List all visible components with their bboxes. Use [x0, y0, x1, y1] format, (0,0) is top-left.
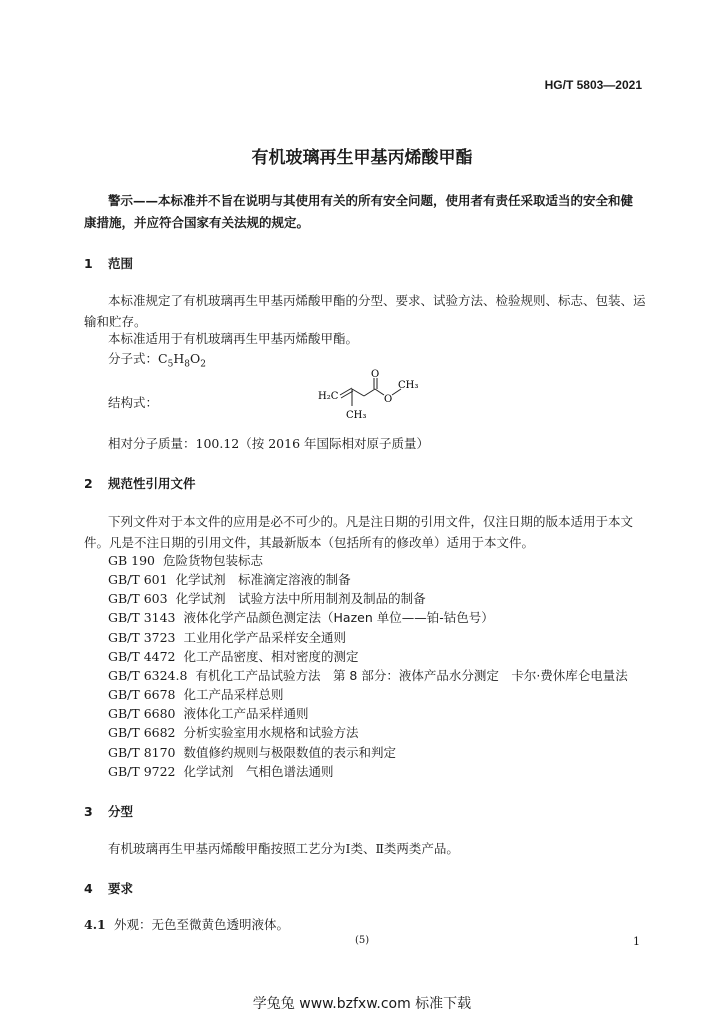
subsection-4-1-text: 外观：无色至微黄色透明液体。 [114, 917, 290, 932]
reference-item: GB/T 3723 工业用化学产品采样安全通则 [108, 630, 347, 645]
section-1-number: 1 [84, 256, 93, 271]
section-1-title: 范围 [108, 256, 134, 271]
section-1-heading [84, 254, 133, 272]
reference-item: GB/T 603 化学试剂 试验方法中所用制剂及制品的制备 [108, 591, 426, 606]
molar-mass: 相对分子质量：100.12（按 2016 年国际相对原子质量） [108, 436, 429, 451]
structure-h2c: H₂C [318, 391, 339, 402]
watermark-text: 学兔兔 www.bzfxw.com 标准下载 [252, 996, 472, 1012]
section-2-heading [84, 474, 196, 492]
formula-o: O [189, 351, 201, 366]
double-bond-line-2 [341, 391, 353, 398]
section-2-number: 2 [84, 476, 93, 491]
subsection-4-1-number: 4.1 [84, 917, 106, 932]
section-4-title: 要求 [108, 881, 134, 896]
bond-c-c [352, 389, 364, 396]
section-3-heading [84, 802, 133, 820]
document-title: 有机玻璃再生甲基丙烯酸甲酯 [251, 148, 473, 168]
reference-item: GB/T 3143 液体化学产品颜色测定法（Hazen 单位——铂-钴色号） [108, 610, 494, 625]
reference-item: GB/T 6678 化工产品采样总则 [108, 687, 284, 702]
molecular-formula [108, 349, 206, 370]
double-bond-line-1 [340, 388, 352, 395]
formula-o-sub: 2 [200, 359, 206, 370]
subsection-4-1 [84, 915, 289, 933]
reference-item: GB/T 6680 液体化工产品采样通则 [108, 706, 309, 721]
section-3-number: 3 [84, 804, 93, 819]
structure-label: 结构式： [108, 395, 159, 410]
structure-ch3-right: CH₃ [398, 380, 419, 391]
reference-item: GB/T 601 化学试剂 标准滴定溶液的制备 [108, 572, 351, 587]
section-4-heading [84, 879, 133, 897]
reference-item: GB/T 6682 分析实验室用水规格和试验方法 [108, 725, 359, 740]
bond-carbonyl-carbon [364, 389, 375, 396]
standard-code: HG/T 5803—2021 [544, 78, 642, 92]
bond-ester-o [375, 389, 384, 395]
page-number-center: (5) [355, 935, 370, 946]
structure-o-ester: O [384, 394, 393, 405]
section-2-title: 规范性引用文件 [108, 476, 196, 491]
reference-item: GB 190 危险货物包装标志 [108, 553, 264, 568]
warning-paragraph: 警示——本标准并不旨在说明与其使用有关的所有安全问题，使用者有责任采取适当的安全和健康措施，并应符合国家有关法规的规定。 [84, 193, 634, 230]
classification-paragraph: 有机玻璃再生甲基丙烯酸甲酯按照工艺分为Ⅰ类、Ⅱ类两类产品。 [108, 841, 459, 856]
reference-item: GB/T 9722 化学试剂 气相色谱法通则 [108, 764, 334, 779]
structure-ch3-bottom: CH₃ [346, 410, 367, 421]
formula-label: 分子式： [108, 351, 159, 366]
section-4-number: 4 [84, 881, 93, 896]
formula-c: C [158, 351, 168, 366]
section-3-title: 分型 [108, 804, 134, 819]
page-number-right: 1 [633, 935, 640, 948]
references-intro: 下列文件对于本文件的应用是必不可少的。凡是注日期的引用文件，仅注日期的版本适用于本文件。凡是不注日期的引用文件，其最新版本（包括所有的修改单）适用于本文件。 [84, 514, 634, 550]
reference-item: GB/T 4472 化工产品密度、相对密度的测定 [108, 649, 359, 664]
formula-c-sub: 5 [167, 359, 174, 370]
structure-o-top: O [371, 369, 380, 380]
reference-item: GB/T 8170 数值修约规则与极限数值的表示和判定 [108, 745, 397, 760]
scope-paragraph-1: 本标准规定了有机玻璃再生甲基丙烯酸甲酯的分型、要求、试验方法、检验规则、标志、包装、运输和贮存。 [84, 293, 646, 329]
formula-h-sub: 8 [184, 359, 190, 370]
reference-item: GB/T 6324.8 有机化工产品试验方法 第 8 部分：液体产品水分测定 卡尔·费休库仑电量法 [108, 668, 628, 683]
formula-h: H [173, 351, 185, 366]
scope-paragraph-2: 本标准适用于有机玻璃再生甲基丙烯酸甲酯。 [108, 331, 359, 346]
structure-diagram [312, 368, 422, 428]
